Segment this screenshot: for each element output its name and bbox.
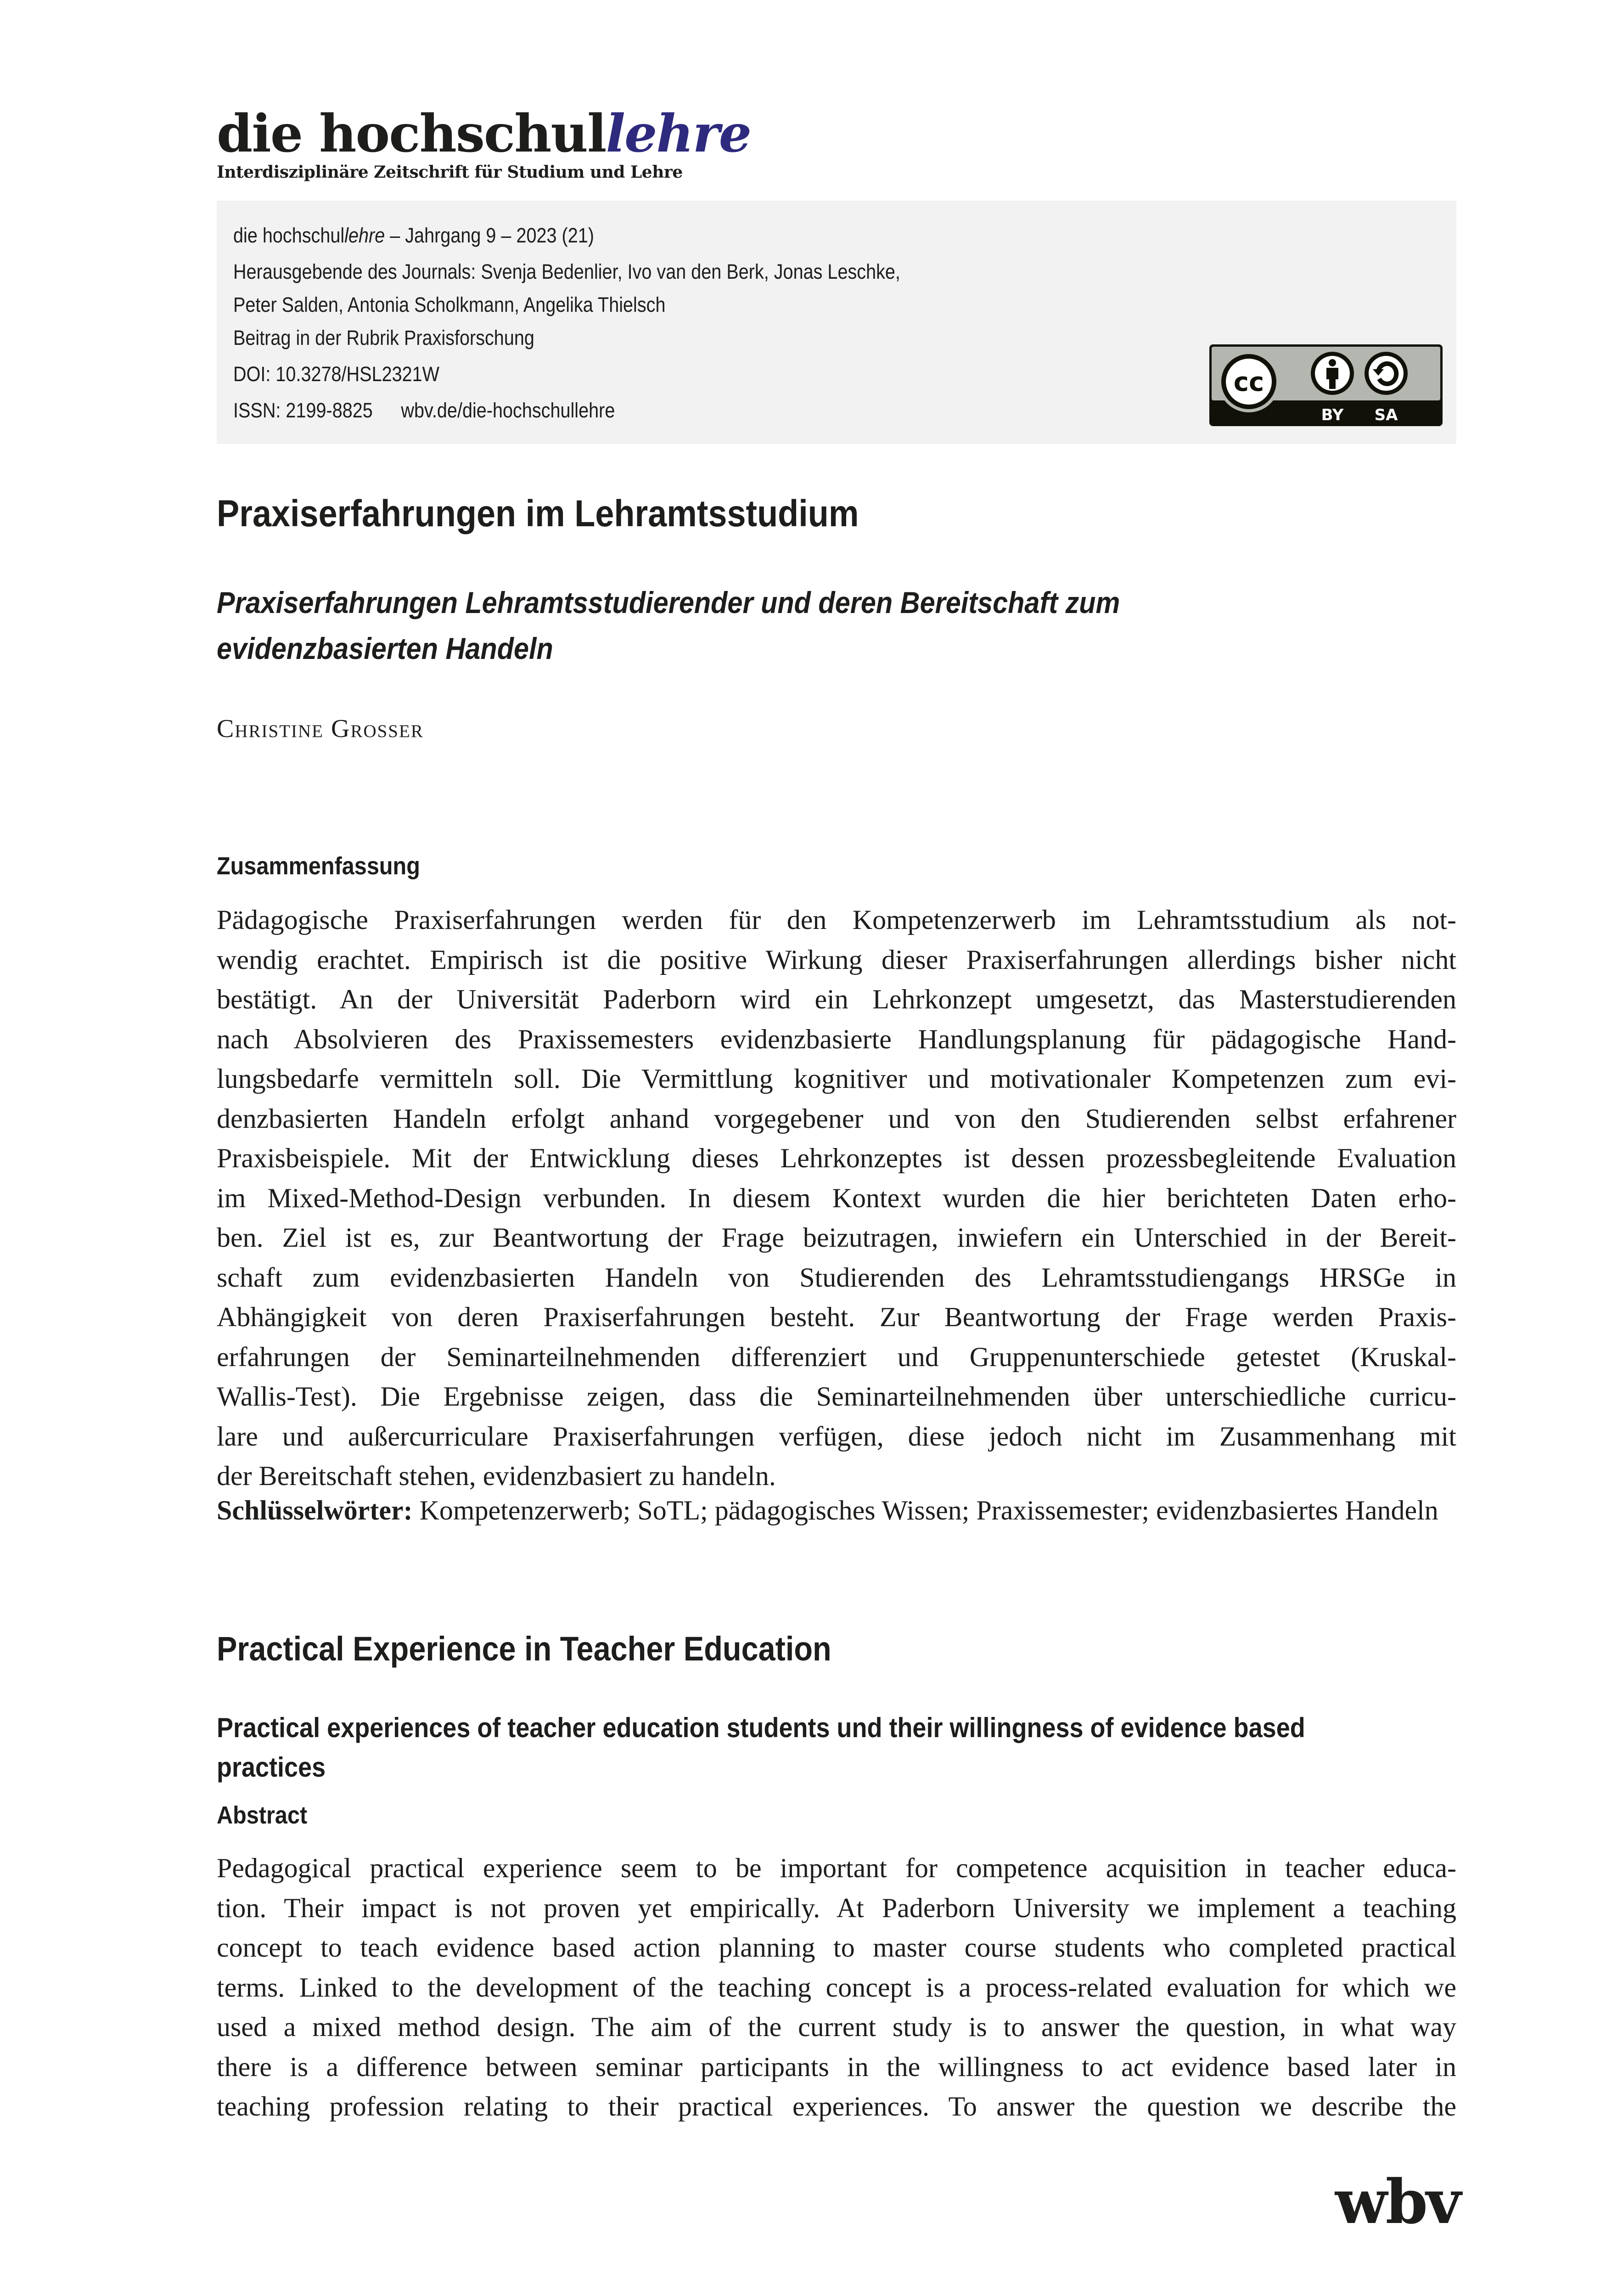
doi-line[interactable]: DOI: 10.3278/HSL2321W (233, 362, 440, 386)
text-line: wendig erachtet. Empirisch ist die positive Wirkung dieser Praxiserfahrungen allerdings bisher nicht (217, 944, 1456, 975)
text-line: teaching profession relating to their practical experiences. To answer the question we describe the (217, 2091, 1456, 2122)
cc-by-sa-icon[interactable] (1209, 344, 1443, 426)
journal-logo (217, 104, 751, 182)
english-title: Practical Experience in Teacher Education (217, 1630, 831, 1668)
issue-prefix: die hochschul (233, 224, 345, 247)
text-line: there is a difference between seminar participants in the willingness to act evidence based later in (217, 2051, 1456, 2082)
editors-line-2: Peter Salden, Antonia Scholkmann, Angelika Thielsch (233, 293, 666, 316)
author-name: Christine Grosser (217, 715, 424, 743)
logo-accent-text: lehre (606, 104, 751, 164)
abstract-body (217, 1848, 1456, 2127)
logo-main-text: die hochschul (217, 104, 606, 164)
journal-info-box (217, 201, 1456, 444)
journal-logo-title (217, 104, 751, 164)
text-line: Pedagogical practical experience seem to be important for competence acquisition in teacher educa- (217, 1853, 1456, 1883)
publisher-logo: wbv (1335, 2167, 1460, 2238)
text-line: lungsbedarfe vermitteln soll. Die Vermittlung kognitiver und motivationaler Kompetenzen zum evi- (217, 1064, 1456, 1094)
text-line: erfahrungen der Seminarteilnehmenden differenziert und Gruppenunterschiede getestet (Kruskal- (217, 1341, 1456, 1372)
issn-line (233, 392, 900, 428)
text-line: schaft zum evidenzbasierten Handeln von Studierenden des Lehramtsstudiengangs HRSGe in (217, 1262, 1456, 1293)
issue-italic: lehre (344, 224, 385, 247)
text-line: im Mixed-Method-Design verbunden. In diesem Kontext wurden die hier berichteten Daten erho- (217, 1182, 1456, 1213)
journal-logo-subtitle: Interdisziplinäre Zeitschrift für Studium und Lehre (217, 163, 683, 182)
editors-line-1: Herausgebende des Journals: Svenja Bedenlier, Ivo van den Berk, Jonas Leschke, (233, 260, 900, 283)
abstract-heading: Abstract (217, 1801, 308, 1829)
article-title: Praxiserfahrungen im Lehramtsstudium (217, 493, 859, 535)
english-subtitle-line-2: practices (217, 1752, 326, 1783)
zusammenfassung-heading: Zusammenfassung (217, 852, 420, 880)
english-subtitle-line-1: Practical experiences of teacher education students und their willingness of evidence based (217, 1712, 1305, 1743)
article-subtitle-line-2: evidenzbasierten Handeln (217, 631, 553, 665)
text-line: lare und außercurriculare Praxiserfahrungen verfügen, diese jedoch nicht im Zusammenhang mit (217, 1421, 1456, 1452)
text-line: der Bereitschaft stehen, evidenzbasiert zu handeln. (217, 1461, 776, 1491)
keywords-label: Schlüsselwörter: (217, 1495, 413, 1525)
keywords (217, 1491, 1456, 1530)
issue-suffix: – Jahrgang 9 – 2023 (21) (385, 224, 594, 247)
text-line: Praxisbeispiele. Mit der Entwicklung dieses Lehrkonzeptes ist dessen prozessbegleitende Evaluation (217, 1143, 1456, 1173)
text-line: bestätigt. An der Universität Paderborn wird ein Lehrkonzept umgesetzt, das Masterstudierenden (217, 984, 1456, 1014)
issue-line (233, 217, 900, 253)
text-line: Abhängigkeit von deren Praxiserfahrungen besteht. Zur Beantwortung der Frage werden Praxis- (217, 1302, 1456, 1332)
website-link[interactable]: wbv.de/die-hochschullehre (401, 399, 615, 422)
text-line: nach Absolvieren des Praxissemesters evidenzbasierte Handlungsplanung für pädagogische Hand- (217, 1024, 1456, 1054)
text-line: denzbasierten Handeln erfolgt anhand vorgegebener und von den Studierenden selbst erfahrener (217, 1103, 1456, 1134)
text-line: Pädagogische Praxiserfahrungen werden für den Kompetenzerwerb im Lehramtsstudium als not- (217, 905, 1456, 935)
sa-label: SA (1374, 406, 1398, 424)
text-line: concept to teach evidence based action planning to master course students who completed practical (217, 1932, 1456, 1963)
by-label: BY (1321, 406, 1344, 424)
text-line: Wallis-Test). Die Ergebnisse zeigen, dass die Seminarteilnehmenden über unterschiedliche curricu- (217, 1381, 1456, 1412)
english-subtitle (217, 1708, 1415, 1787)
issn-text: ISSN: 2199-8825 (233, 399, 373, 422)
cc-mark-text: cc (1233, 367, 1264, 397)
rubric-line: Beitrag in der Rubrik Praxisforschung (233, 326, 534, 349)
text-line: tion. Their impact is not proven yet empirically. At Paderborn University we implement a teaching (217, 1892, 1456, 1923)
zusammenfassung-body (217, 900, 1456, 1496)
text-line: terms. Linked to the development of the teaching concept is a process-related evaluation for which we (217, 1972, 1456, 2003)
article-subtitle-line-1: Praxiserfahrungen Lehramtsstudierender und deren Bereitschaft zum (217, 585, 1120, 619)
article-subtitle (217, 580, 1353, 671)
keywords-list: Kompetenzerwerb; SoTL; pädagogisches Wissen; Praxissemester; evidenzbasiertes Handeln (412, 1495, 1438, 1525)
text-line: ben. Ziel ist es, zur Beantwortung der Frage beizutragen, inwiefern ein Unterschied in der Bereit- (217, 1222, 1456, 1253)
text-line: used a mixed method design. The aim of the current study is to answer the question, in what way (217, 2012, 1456, 2042)
